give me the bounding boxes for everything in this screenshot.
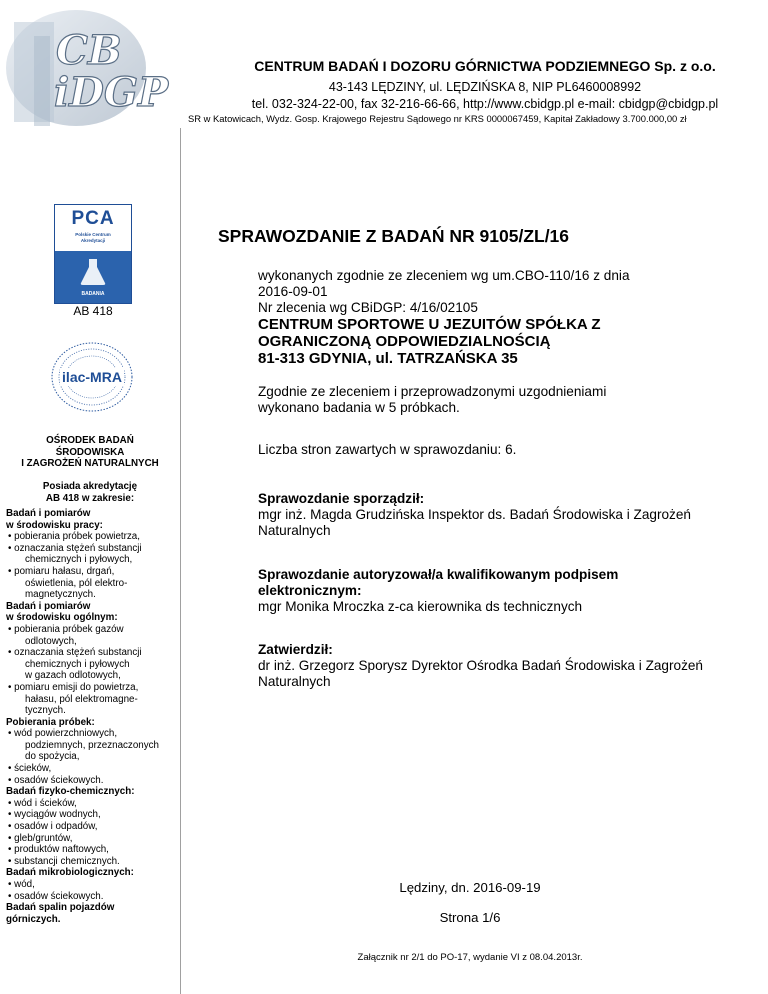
company-contact: tel. 032-324-22-00, fax 32-216-66-66, http://www.cbidgp.pl e-mail: cbidgp@cbidgp.pl <box>251 97 719 111</box>
scope-line: • ścieków, <box>8 763 52 775</box>
report-title: SPRAWOZDANIE Z BADAŃ NR 9105/ZL/16 <box>218 226 570 246</box>
pca-subtitle: Polskie Centrum Akredytacji <box>75 232 111 243</box>
scope-line: • wód, <box>8 879 35 890</box>
ilac-mra-logo <box>46 338 138 416</box>
approved-by: Zatwierdził: dr inż. Grzegorz Sporysz Dyrektor Ośrodka Badań Środowiska i Zagrożeń Naturalnych <box>258 642 703 689</box>
scope-intro: Posiada akredytację AB 418 w zakresie: <box>42 481 138 504</box>
scope-line: • gleb/gruntów, <box>8 832 73 844</box>
company-registry: SR w Katowicach, Wydz. Gosp. Krajowego Rejestru Sądowego nr KRS 0000067459, Kapitał Zakładowy 3.700.000,00 zł <box>188 113 687 124</box>
scope-line: tycznych. <box>25 705 66 717</box>
flask-icon <box>79 257 107 287</box>
scope-line: • osadów i odpadów, <box>8 821 98 833</box>
scope-line: chemicznych i pyłowych, <box>25 554 133 566</box>
page-number: Strona 1/6 <box>439 910 501 925</box>
scope-line: • pobierania próbek gazów <box>8 623 124 635</box>
logo-text-top: CB <box>56 27 122 74</box>
scope-line: • osadów ściekowych. <box>8 774 104 786</box>
logo-text-bottom: iDGP <box>54 69 169 116</box>
scope-line: • wyciągów wodnych, <box>8 809 101 821</box>
cbidgp-logo <box>4 2 206 130</box>
place-date: Lędziny, dn. 2016-09-19 <box>399 880 541 895</box>
scope-line: hałasu, pól elektromagne- <box>25 693 138 705</box>
scope-line: Badań mikrobiologicznych: <box>6 867 134 879</box>
company-address: 43-143 LĘDZINY, ul. LĘDZIŃSKA 8, NIP PL6460008992 <box>328 80 642 94</box>
pca-letters: PCA <box>71 208 115 229</box>
authorized-by: Sprawozdanie autoryzował/a kwalifikowanym podpisem elektronicznym: mgr Monika Mroczka z-ca kierownika ds technicznych <box>258 567 619 614</box>
samples-info: Zgodnie ze zleceniem i przeprowadzonymi uzgodnieniami wykonano badania w 5 próbkach. <box>258 384 607 415</box>
scope-line: • pomiaru hałasu, drgań, <box>8 565 115 577</box>
scope-line: odlotowych, <box>25 635 77 647</box>
customer: CENTRUM SPORTOWE U JEZUITÓW SPÓŁKA Z OGRANICZONĄ ODPOWIEDZIALNOŚCIĄ 81-313 GDYNIA, ul. TATRZAŃSKA 35 <box>258 316 601 367</box>
scope-line: górniczych. <box>6 913 61 925</box>
scope-line: • pomiaru emisji do powietrza, <box>8 681 139 693</box>
scope-line: magnetycznych. <box>25 589 96 601</box>
unit-name: OŚRODEK BADAŃ ŚRODOWISKA I ZAGROŻEŃ NATURALNYCH <box>21 435 159 469</box>
accreditation-scope <box>6 508 178 925</box>
scope-line: Badań i pomiarów <box>6 600 91 612</box>
scope-line: Badań spalin pojazdów <box>6 902 115 914</box>
scope-line: • osadów ściekowych. <box>8 890 104 902</box>
scope-line: Pobierania próbek: <box>6 716 95 728</box>
pca-badge-label: BADANIA <box>81 291 105 297</box>
pca-badge <box>54 204 132 304</box>
annex-note: Załącznik nr 2/1 do PO-17, wydanie VI z 08.04.2013r. <box>357 952 583 963</box>
scope-line: chemicznych i pyłowych <box>25 658 130 670</box>
scope-line: • pobierania próbek powietrza, <box>8 531 140 543</box>
scope-line: w gazach odlotowych, <box>25 670 121 682</box>
ilac-text: ilac-MRA <box>62 369 122 385</box>
scope-line: • substancji chemicznych. <box>8 855 120 867</box>
order-info: wykonanych zgodnie ze zleceniem wg um.CBO-110/16 z dnia 2016-09-01 Nr zlecenia wg CBiDGP: 4/16/02105 <box>258 268 630 315</box>
scope-line: Badań i pomiarów <box>6 508 91 519</box>
page-count: Liczba stron zawartych w sprawozdaniu: 6. <box>258 442 517 457</box>
scope-line: • wód i ścieków, <box>8 797 77 809</box>
company-name: CENTRUM BADAŃ I DOZORU GÓRNICTWA PODZIEMNEGO Sp. z o.o. <box>254 58 716 74</box>
prepared-by: Sprawozdanie sporządził: mgr inż. Magda Grudzińska Inspektor ds. Badań Środowiska i Zagrożeń Naturalnych <box>258 491 691 538</box>
scope-line: oświetlenia, pól elektro- <box>25 577 128 589</box>
scope-line: • oznaczania stężeń substancji <box>8 647 142 659</box>
column-divider <box>180 128 181 994</box>
scope-line: podziemnych, przeznaczonych <box>25 739 159 751</box>
scope-line: • produktów naftowych, <box>8 844 109 856</box>
scope-line: w środowisku ogólnym: <box>6 612 118 624</box>
scope-line: • oznaczania stężeń substancji <box>8 542 142 554</box>
scope-line: w środowisku pracy: <box>6 519 103 531</box>
scope-line: Badań fizyko-chemicznych: <box>6 786 135 798</box>
scope-line: • wód powierzchniowych, <box>8 728 118 740</box>
scope-line: do spożycia, <box>25 751 80 763</box>
accreditation-number: AB 418 <box>73 304 113 318</box>
